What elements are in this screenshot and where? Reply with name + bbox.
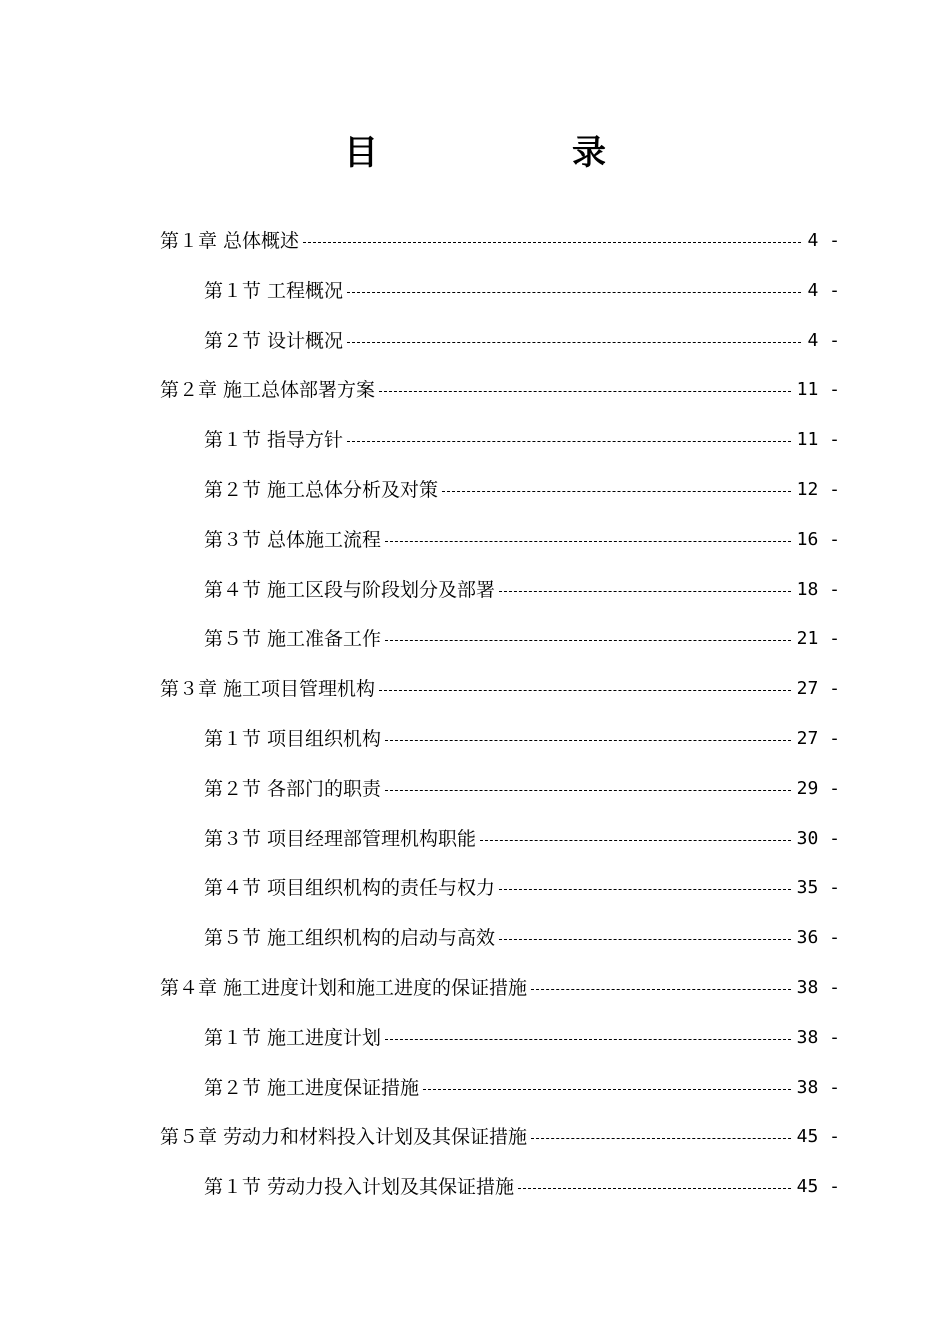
toc-dot-leader xyxy=(385,789,791,791)
toc-section-entry[interactable] xyxy=(204,1073,840,1103)
toc-page-number: 36 - xyxy=(796,927,840,949)
toc-entry-label: 第２节 设计概况 xyxy=(204,329,344,352)
toc-entry-label: 第４章 施工进度计划和施工进度的保证措施 xyxy=(160,977,528,999)
toc-dot-leader xyxy=(303,241,801,243)
toc-dot-leader xyxy=(347,291,801,293)
toc-chapter-entry[interactable] xyxy=(160,226,840,256)
toc-entry-label: 第１节 施工进度计划 xyxy=(204,1026,382,1049)
toc-entry-label: 第１节 项目组织机构 xyxy=(204,728,382,750)
toc-section-entry[interactable] xyxy=(204,425,840,455)
toc-dot-leader xyxy=(499,590,791,592)
toc-entry-label: 第１节 指导方针 xyxy=(204,429,344,452)
toc-entry-label: 第４节 施工区段与阶段划分及部署 xyxy=(204,578,496,601)
toc-section-entry[interactable] xyxy=(204,1023,840,1053)
toc-page-number: 11 - xyxy=(796,379,840,401)
toc-section-entry[interactable] xyxy=(204,624,840,654)
toc-entry-label: 第３节 项目经理部管理机构职能 xyxy=(204,827,477,850)
toc-entry-label: 第２章 施工总体部署方案 xyxy=(160,379,376,402)
toc-entry-label: 第１章 总体概述 xyxy=(160,230,300,252)
toc-chapter-entry[interactable] xyxy=(160,973,840,1003)
toc-section-entry[interactable] xyxy=(204,276,840,306)
toc-section-entry[interactable] xyxy=(204,873,840,903)
toc-dot-leader xyxy=(480,839,791,841)
toc-dot-leader xyxy=(385,1038,791,1040)
toc-dot-leader xyxy=(347,341,801,343)
toc-page-number: 4 - xyxy=(807,279,840,301)
toc-dot-leader xyxy=(385,739,791,741)
toc-page-number: 4 - xyxy=(807,329,840,351)
toc-section-entry[interactable] xyxy=(204,475,840,505)
toc-page-number: 16 - xyxy=(796,528,840,550)
toc-page-number: 30 - xyxy=(796,827,840,849)
toc-chapter-entry[interactable] xyxy=(160,674,840,704)
toc-entry-label: 第５节 施工组织机构的启动与高效 xyxy=(204,927,496,950)
page-title: 目 录 xyxy=(344,133,686,173)
toc-entry-label: 第２节 各部门的职责 xyxy=(204,777,382,800)
toc-entry-label: 第３节 总体施工流程 xyxy=(204,528,382,551)
toc-section-entry[interactable] xyxy=(204,724,840,754)
toc-chapter-entry[interactable] xyxy=(160,375,840,405)
toc-dot-leader xyxy=(347,440,791,442)
toc-page-number: 18 - xyxy=(796,578,840,600)
toc-section-entry[interactable] xyxy=(204,923,840,953)
toc-page-number: 45 - xyxy=(796,1176,840,1198)
toc-dot-leader xyxy=(531,1137,791,1139)
toc-dot-leader xyxy=(499,938,791,940)
toc-section-entry[interactable] xyxy=(204,326,840,356)
toc-section-entry[interactable] xyxy=(204,1172,840,1202)
toc-dot-leader xyxy=(385,540,791,542)
toc-entry-label: 第１节 劳动力投入计划及其保证措施 xyxy=(204,1176,515,1199)
toc-entry-label: 第１节 工程概况 xyxy=(204,279,344,302)
toc-section-entry[interactable] xyxy=(204,525,840,555)
toc-page-number: 35 - xyxy=(796,877,840,899)
toc-page-number: 27 - xyxy=(796,678,840,700)
toc-page-number: 12 - xyxy=(796,479,840,500)
toc-chapter-entry[interactable] xyxy=(160,1122,840,1152)
toc-page-number: 27 - xyxy=(796,728,840,749)
toc-section-entry[interactable] xyxy=(204,575,840,605)
toc-page-number: 45 - xyxy=(796,1126,840,1148)
toc-dot-leader xyxy=(379,390,791,392)
toc-dot-leader xyxy=(385,639,791,641)
toc-entry-label: 第２节 施工总体分析及对策 xyxy=(204,479,439,501)
toc-page-number: 29 - xyxy=(796,777,840,799)
toc-section-entry[interactable] xyxy=(204,824,840,854)
toc-dot-leader xyxy=(531,988,791,990)
toc-page-number: 11 - xyxy=(796,429,840,451)
toc-entry-label: 第５节 施工准备工作 xyxy=(204,628,382,651)
toc-entry-label: 第５章 劳动力和材料投入计划及其保证措施 xyxy=(160,1126,528,1149)
toc-dot-leader xyxy=(379,689,791,691)
toc-entry-label: 第４节 项目组织机构的责任与权力 xyxy=(204,877,496,900)
toc-entry-label: 第２节 施工进度保证措施 xyxy=(204,1076,420,1099)
toc-dot-leader xyxy=(518,1187,791,1189)
toc-entry-label: 第３章 施工项目管理机构 xyxy=(160,678,376,701)
toc-page-number: 4 - xyxy=(807,230,840,251)
toc-page-number: 38 - xyxy=(796,977,840,998)
toc-dot-leader xyxy=(423,1088,791,1090)
toc-page-number: 38 - xyxy=(796,1076,840,1098)
toc-dot-leader xyxy=(442,490,791,492)
toc-page-number: 21 - xyxy=(796,628,840,650)
toc-dot-leader xyxy=(499,888,791,890)
toc-section-entry[interactable] xyxy=(204,774,840,804)
toc-page-number: 38 - xyxy=(796,1026,840,1048)
